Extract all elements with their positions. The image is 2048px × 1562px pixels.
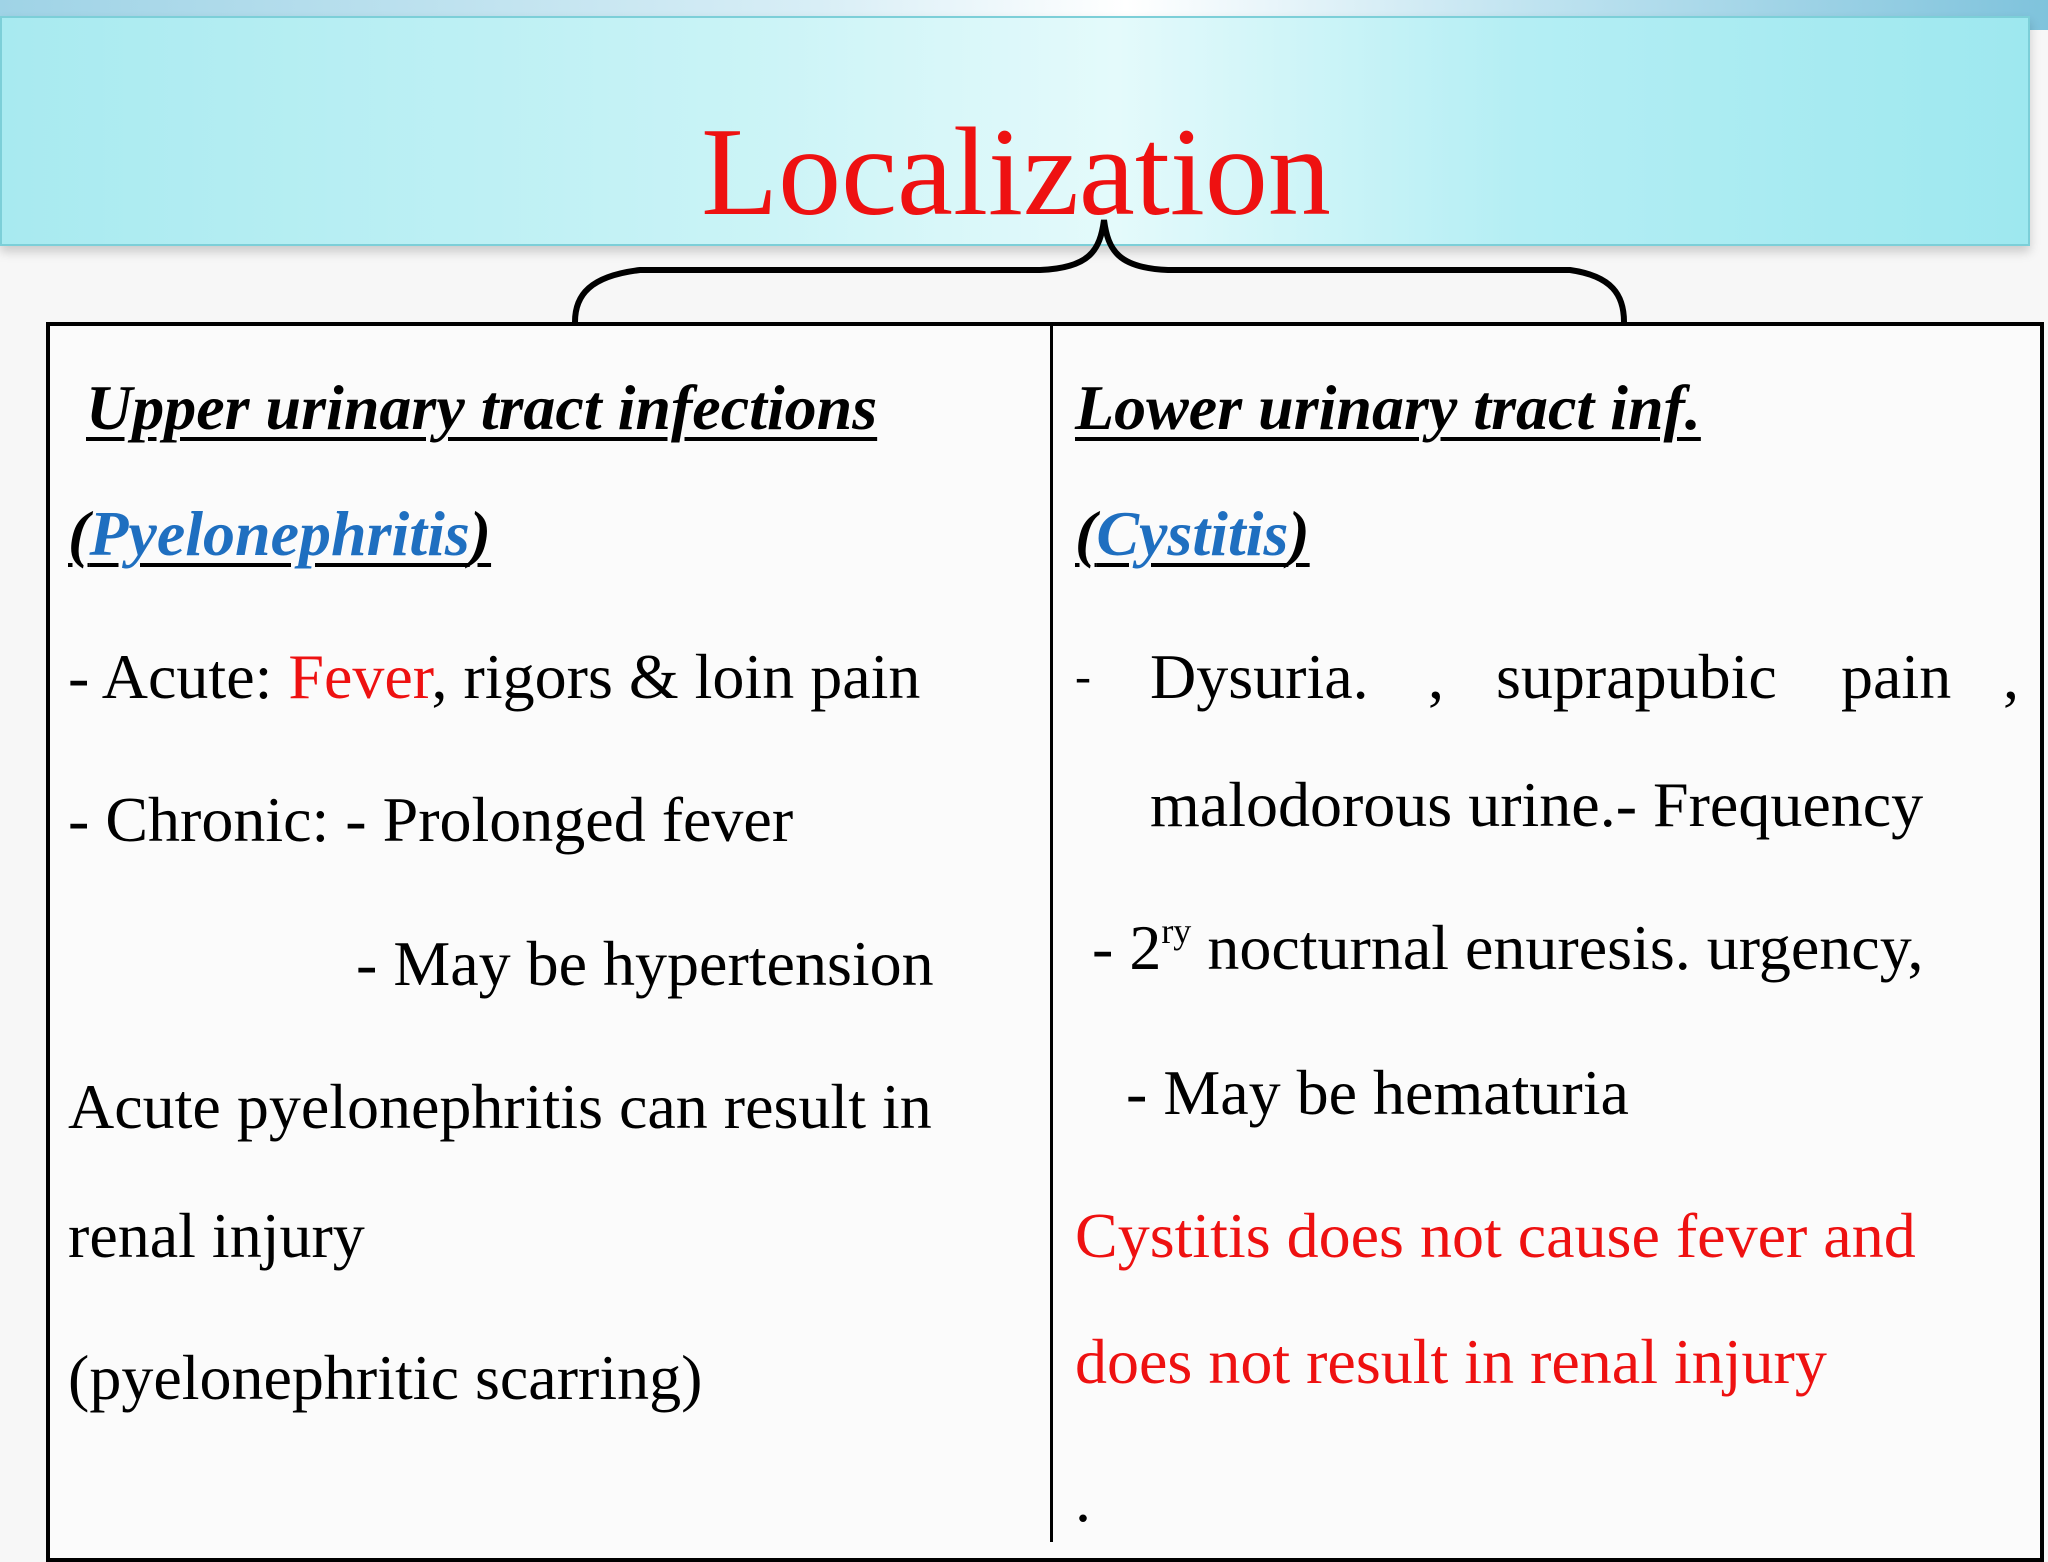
acute-pyelo-note-2: renal injury bbox=[68, 1200, 365, 1271]
acute-pyelo-note-1: Acute pyelonephritis can result in bbox=[68, 1071, 932, 1142]
cystitis-note-2: does not result in renal injury bbox=[1075, 1326, 1827, 1397]
nocturnal-enuresis-text: - $2^{ry}$ nocturnal enuresis. urgency, bbox=[1092, 911, 1924, 983]
lower-uti-heading: Lower urinary tract inf. bbox=[1075, 372, 1701, 443]
chronic-hypertension: - May be hypertension bbox=[356, 928, 934, 999]
pain-text: pain bbox=[1841, 641, 1952, 712]
suprapubic-text: suprapubic bbox=[1496, 641, 1777, 712]
slide-title: Localization bbox=[701, 103, 1331, 242]
acute-symptoms: - Acute: Fever, rigors & loin pain bbox=[68, 641, 921, 712]
acute-pyelo-note-3: (pyelonephritic scarring) bbox=[68, 1342, 703, 1413]
cystitis-note-1: Cystitis does not cause fever and bbox=[1075, 1200, 1916, 1271]
pyelonephritis-label: (Pyelonephritis) bbox=[68, 498, 492, 569]
trailing-dot: . bbox=[1075, 1464, 1091, 1535]
column-divider bbox=[1050, 322, 1053, 1542]
upper-uti-heading: Upper urinary tract infections bbox=[86, 372, 878, 443]
dysuria-text: Dysuria. bbox=[1150, 641, 1369, 712]
comma-2: , bbox=[2003, 641, 2019, 712]
malodorous-urine-text: malodorous urine.- Frequency bbox=[1150, 769, 1924, 840]
title-banner bbox=[0, 16, 2030, 246]
chronic-symptoms: - Chronic: - Prolonged fever bbox=[68, 784, 794, 855]
comma-1: , bbox=[1428, 641, 1444, 712]
cystitis-bullet: - bbox=[1075, 650, 1091, 703]
hematuria-text: - May be hematuria bbox=[1126, 1057, 1629, 1128]
cystitis-label: (Cystitis) bbox=[1075, 498, 1310, 569]
